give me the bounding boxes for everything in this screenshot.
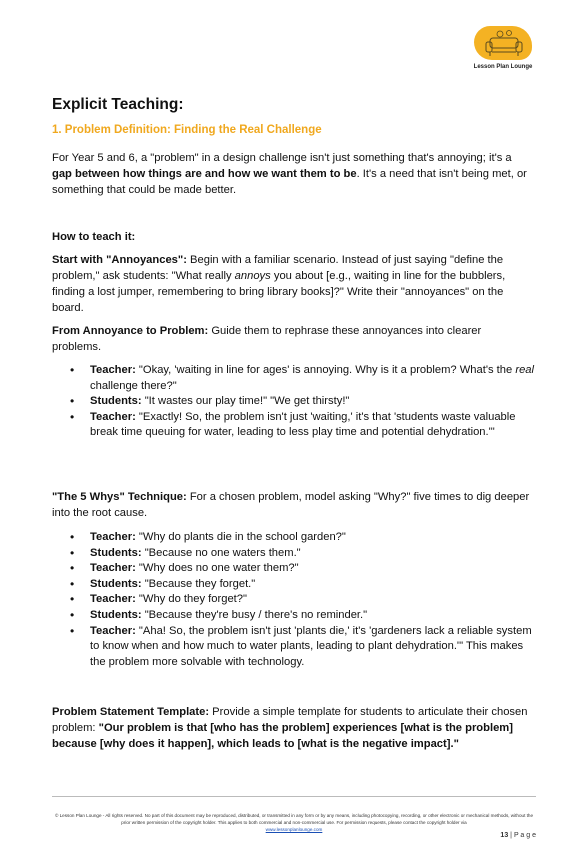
copyright-text: © Lesson Plan Lounge - All rights reserved. No part of this document may be reproduced, distributed, or transmitted in any form or by any means, including photocopying, recording, or other electronic or mechanical methods, without the prior written permission of the copyright holder. This applies to both commercial and non-commercial use. For permission requests, please contact the copyright holder via (54, 813, 534, 825)
dialogue-text: "Why do they forget?" (135, 593, 247, 606)
list-item (70, 363, 538, 394)
annoyance-to-problem-label: From Annoyance to Problem: (52, 325, 209, 337)
list-item (70, 608, 538, 624)
dialogue-italic: real (515, 364, 534, 376)
template-paragraph (52, 704, 532, 752)
section-title: 1. Problem Definition: Finding the Real Challenge (52, 124, 322, 136)
speaker-label: Students: (90, 577, 142, 590)
speaker-label: Teacher: (90, 410, 136, 423)
logo-text: Lesson Plan Lounge (473, 64, 533, 70)
list-item (70, 394, 538, 410)
intro-paragraph (52, 150, 532, 198)
page-number-value: 13 (500, 832, 509, 839)
annoyances-paragraph (52, 252, 532, 316)
intro-bold-text: gap between how things are and how we want them to be (52, 168, 357, 180)
template-statement: "Our problem is that [who has the problem] experiences [what is the problem] because [why does it happen], which leads to [what is the negative impact]." (52, 722, 513, 750)
annoyance-to-problem-text: Guide them to rephrase these annoyances into clearer problems. (52, 325, 482, 353)
speaker-label: Students: (90, 546, 142, 559)
dialogue-text: "Because they forget." (141, 577, 256, 590)
dialogue-text: "It wastes our play time!" "We get thirsty!" (141, 395, 350, 408)
footer-divider (52, 796, 536, 797)
footer-copyright (52, 812, 536, 833)
dialogue-list-1 (70, 363, 538, 441)
annoyance-to-problem-paragraph (52, 323, 532, 355)
annoyances-label: Start with "Annoyances": (52, 254, 187, 266)
speaker-label: Students: (90, 395, 142, 408)
dialogue-text-end: challenge there?" (90, 379, 177, 392)
speaker-label: Students: (90, 608, 142, 621)
list-item (70, 624, 538, 671)
dialogue-text: "Okay, 'waiting in line for ages' is annoying. Why is it a problem? What's the (135, 364, 516, 376)
dialogue-text: "Why do plants die in the school garden?" (135, 531, 346, 543)
speaker-label: Teacher: (90, 624, 136, 637)
dialogue-text: "Because they're busy / there's no reminder." (141, 608, 368, 621)
speaker-label: Teacher: (90, 593, 136, 606)
template-text: Provide a simple template for students to articulate their chosen problem: (52, 706, 528, 734)
annoyances-italic: annoys (234, 270, 271, 282)
dialogue-text: "Aha! So, the problem isn't just 'plants die,' it's 'gardeners lack a reliable system to know when and how much to water plants, leading to plant dehydration.'" This makes the problem more solvable with technology. (90, 624, 532, 668)
dialogue-text: "Because no one waters them." (141, 546, 301, 559)
intro-text-end: . It's a need that isn't being met, or something that could be made better. (52, 168, 527, 196)
annoyances-text-end: you about [e.g., waiting in line for the bubblers, finding a lost jumper, remembering to bring library books]?" Write their "annoyances" on the board. (52, 270, 506, 314)
five-whys-paragraph (52, 489, 532, 521)
page-label: P a g e (513, 832, 536, 839)
list-item (70, 577, 538, 593)
list-item (70, 546, 538, 562)
dialogue-text: "Exactly! So, the problem isn't just 'waiting,' it's that 'students waste valuable break time queuing for water, leading to less play time and potential dehydration.'" (90, 410, 516, 439)
five-whys-text: For a chosen problem, model asking "Why?" five times to dig deeper into the root cause. (52, 491, 530, 519)
dialogue-text: "Why does no one water them?" (135, 562, 299, 575)
footer-link[interactable]: www.lessonplanlounge.com (265, 827, 323, 832)
list-item (70, 561, 538, 577)
dialogue-list-2 (70, 530, 538, 670)
speaker-label: Teacher: (90, 531, 136, 543)
page-title: Explicit Teaching: (52, 96, 184, 113)
five-whys-label: "The 5 Whys" Technique: (52, 491, 187, 503)
template-label: Problem Statement Template: (52, 706, 210, 718)
speaker-label: Teacher: (90, 562, 136, 575)
page-number: 13 | P a g e (500, 832, 536, 839)
lesson-plan-lounge-logo (468, 22, 538, 78)
list-item (70, 410, 538, 441)
list-item (70, 530, 538, 546)
speaker-label: Teacher: (90, 364, 136, 376)
annoyances-text-start: Begin with a familiar scenario. Instead of just saying "define the problem," ask students: "What really (52, 254, 504, 282)
list-item (70, 592, 538, 608)
intro-text-start: For Year 5 and 6, a "problem" in a design challenge isn't just something that's annoying; it's a (52, 152, 512, 164)
couch-icon (476, 24, 532, 62)
how-to-heading: How to teach it: (52, 231, 136, 243)
